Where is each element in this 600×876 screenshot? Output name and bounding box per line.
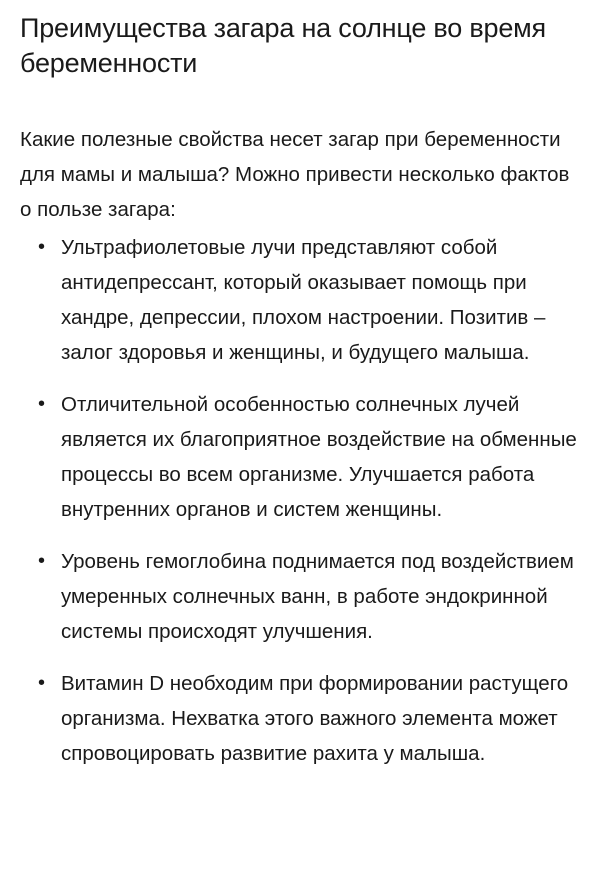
bullet-icon: • xyxy=(38,236,46,258)
fact-text: Уровень гемоглобина поднимается под воздействием умеренных солнечных ванн, в работе эндокринной системы происходят улучшения. xyxy=(61,550,574,643)
intro-paragraph: Какие полезные свойства несет загар при беременности для мамы и малыша? Можно привести несколько фактов о пользе загара: xyxy=(20,128,570,221)
list-item xyxy=(20,387,580,527)
fact-text: Витамин D необходим при формировании растущего организма. Нехватка этого важного элемента может спровоцировать развитие рахита у малыша. xyxy=(61,672,569,765)
fact-text: Отличительной особенностью солнечных лучей является их благоприятное воздействие на обменные процессы во всем организме. Улучшается работа внутренних органов и систем женщины. xyxy=(61,393,577,521)
list-item xyxy=(20,666,580,771)
article-title: Преимущества загара на солнце во время беременности xyxy=(20,13,546,78)
bullet-icon: • xyxy=(38,672,46,694)
facts-list xyxy=(20,230,580,771)
bullet-icon: • xyxy=(38,393,46,415)
list-item xyxy=(20,544,580,649)
fact-text: Ультрафиолетовые лучи представляют собой антидепрессант, который оказывает помощь при хандре, депрессии, плохом настроении. Позитив – залог здоровья и женщины, и будущего малыша. xyxy=(61,236,546,364)
bullet-icon: • xyxy=(38,550,46,572)
list-item xyxy=(20,230,580,370)
